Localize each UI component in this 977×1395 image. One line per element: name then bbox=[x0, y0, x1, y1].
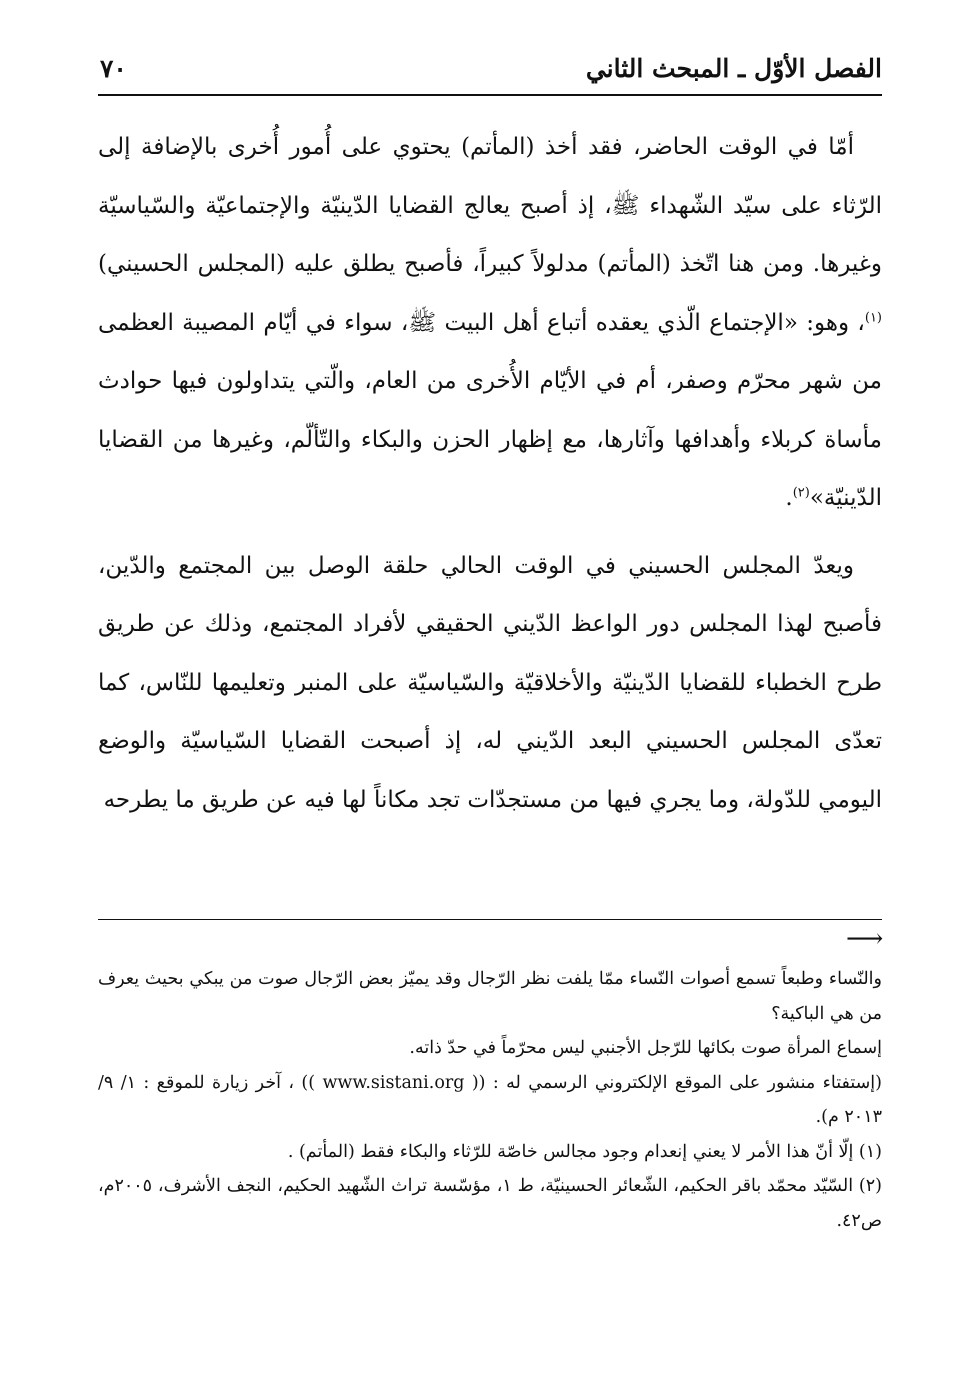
continuation-arrow-icon: ⟶ bbox=[846, 924, 884, 954]
paragraph-1-part-3: . bbox=[785, 485, 793, 511]
running-header bbox=[98, 52, 882, 96]
footnote-ref-2: (٢) bbox=[792, 485, 810, 501]
page-number: ٧٠ bbox=[100, 54, 127, 83]
footnote-ref-1: (١) bbox=[864, 309, 882, 325]
footnote-continued-1: والنّساء وطبعاً تسمع أصوات النّساء ممّا يلفت نظر الرّجال وقد يميّز بعض الرّجال صوت من يبكي بحيث يعرف من هي الباكية؟ bbox=[98, 969, 882, 1024]
paragraph-1-part-2: ، وهو: «الإجتماع الّذي يعقده أتباع أهل البيت ﷺ، سواء في أيّام المصيبة العظمى من شهر محرّم وصفر، أم في الأيّام الأُخرى من العام، والّتي يتداولون فيها حوادث مأساة كربلاء وأهدافها وآثارها، مع إظهار الحزن والبكاء والتّألّم، وغيرها من القضايا الدّينيّة» bbox=[98, 309, 882, 511]
paragraph-1-part-1: أمّا في الوقت الحاضر، فقد أخذ (المأتم) يحتوي على أُمور أُخرى بالإضافة إلى الرّثاء على سيّد الشّهداء ﷺ، إذ أصبح يعالج القضايا الدّينيّة والإجتماعيّة والسّياسيّة وغيرها. ومن هنا اتّخذ (المأتم) مدلولاً كبيراً، فأصبح يطلق عليه (المجلس الحسيني) bbox=[98, 134, 882, 277]
paragraph-1 bbox=[98, 118, 882, 528]
footnote-1: (١) إلّا أنّ هذا الأمر لا يعني إنعدام وجود مجالس خاصّة للرّثاء والبكاء فقط (المأتم) . bbox=[287, 1141, 882, 1162]
footnote-2: (٢) السّيّد محمّد باقر الحكيم، الشّعائر الحسينيّة، ط ١، مؤسّسة تراث الشّهيد الحكيم، النجف الأشرف، ٢٠٠٥م، ص٤٢. bbox=[98, 1176, 882, 1231]
paragraph-2: ويعدّ المجلس الحسيني في الوقت الحالي حلقة الوصل بين المجتمع والدّين، فأصبح لهذا المجلس دور الواعظ الدّيني الحقيقي لأفراد المجتمع، وذلك عن طريق طرح الخطباء للقضايا الدّينيّة والأخلاقيّة والسّياسيّة على المنبر وتعليمها للنّاس، كما تعدّى المجلس الحسيني البعد الدّيني له، إذ أصبحت القضايا السّياسيّة والوضع اليومي للدّولة، وما يجري فيها من مستجدّات تجد مكاناً لها فيه عن طريق ما يطرحه bbox=[98, 552, 882, 813]
footnote-continued-2: إسماع المرأة صوت بكائها للرّجل الأجنبي ليس محرّماً في حدّ ذاته. bbox=[409, 1038, 882, 1058]
chapter-title: الفصل الأوّل ـ المبحث الثاني bbox=[585, 54, 882, 83]
footnote-continued-3: (إستفتاء منشور على الموقع الإلكتروني الرسمي له : (( www.sistani.org )) ، آخر زيارة للموقع : ١/ ٩/ ٢٠١٣ م). bbox=[98, 1072, 882, 1127]
footnotes bbox=[98, 962, 882, 1238]
footnote-separator bbox=[98, 919, 882, 920]
main-text bbox=[98, 118, 882, 838]
